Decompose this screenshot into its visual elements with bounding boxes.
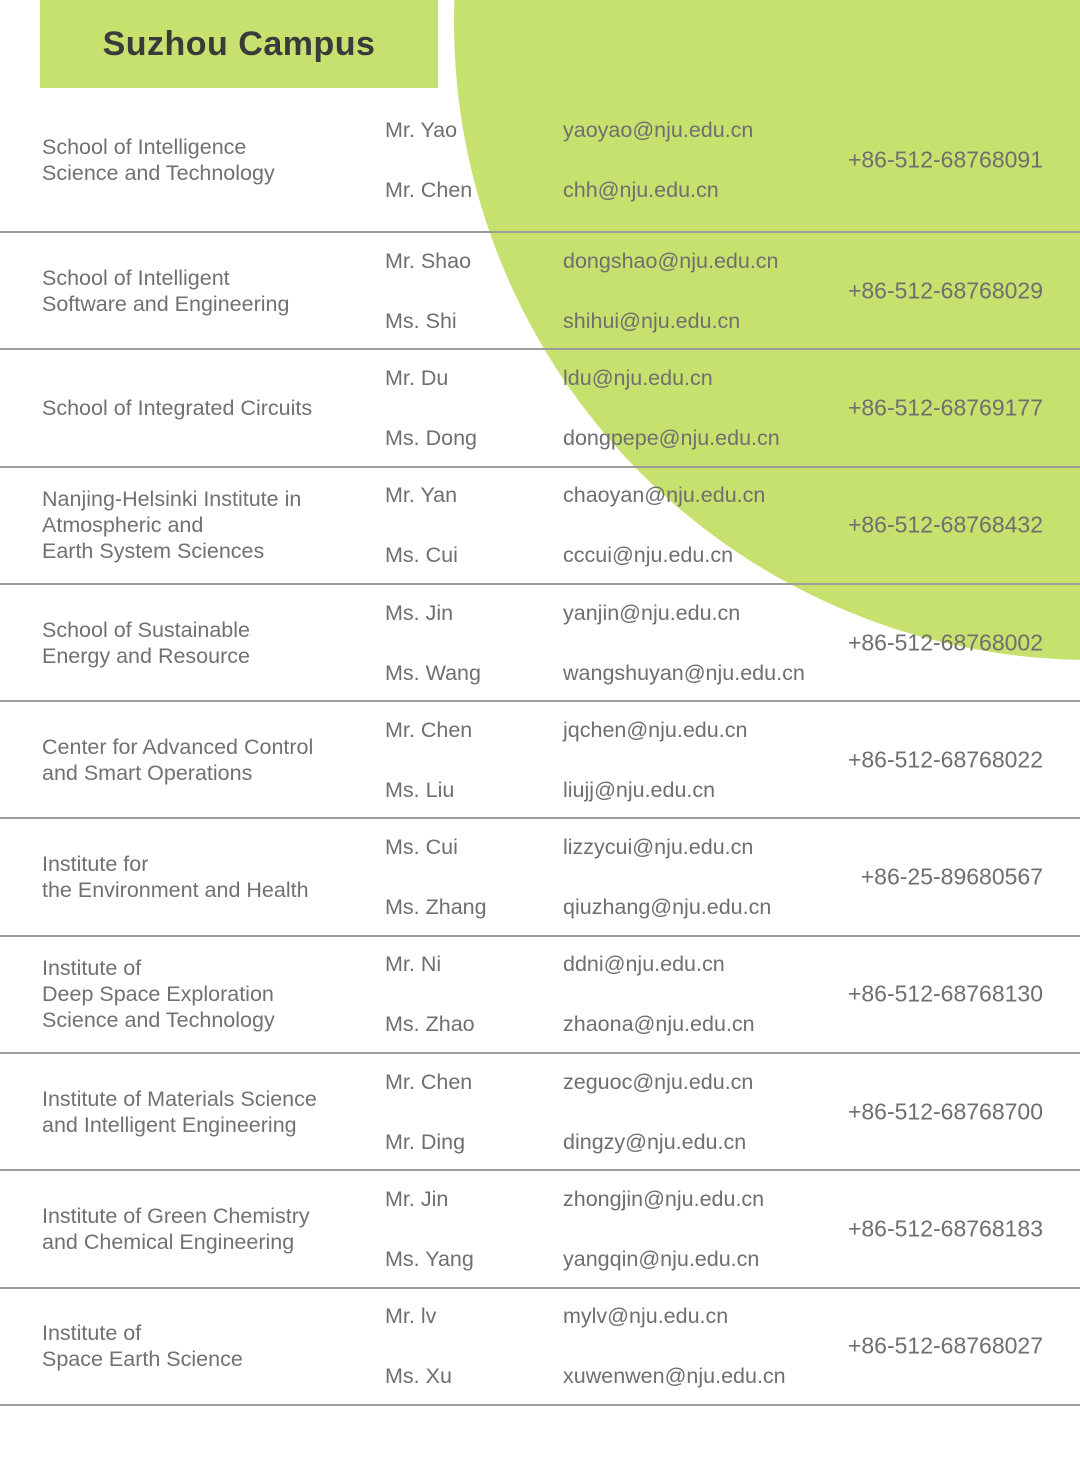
page-title: Suzhou Campus [102, 24, 376, 63]
institution-name-line: Science and Technology [42, 160, 275, 185]
contact-person-name: Mr. Du [385, 365, 449, 390]
contact-email: dongshao@nju.edu.cn [563, 248, 779, 273]
phone-number: +86-512-68768029 [847, 277, 1043, 304]
contact-person-name: Mr. Ding [385, 1129, 466, 1154]
contact-line [385, 835, 845, 859]
contact-person-name: Ms. Yang [385, 1247, 474, 1272]
institution-name-line: Institute of Materials Science [42, 1086, 317, 1111]
institution-name-line: School of Sustainable [42, 617, 250, 642]
contact-list [385, 1187, 845, 1271]
institution-name-line: Institute of [42, 956, 142, 981]
institution-name-line: Center for Advanced Control [42, 734, 314, 759]
contact-person-name: Mr. Jin [385, 1187, 449, 1212]
contact-email: chaoyan@nju.edu.cn [563, 483, 766, 508]
contact-person-name: Mr. Ni [385, 952, 442, 977]
table-row [0, 1054, 1080, 1171]
contact-line [385, 366, 845, 390]
contact-person-name: Mr. Yao [385, 117, 458, 142]
contact-line [385, 1070, 845, 1094]
institution-name-line: School of Integrated Circuits [42, 395, 313, 420]
contact-email: dingzy@nju.edu.cn [563, 1129, 747, 1154]
contact-person-name: Ms. Zhang [385, 895, 487, 920]
phone-number: +86-512-68768130 [847, 980, 1043, 1007]
contact-email: liujj@nju.edu.cn [563, 777, 716, 802]
contact-person-name: Mr. Shao [385, 248, 472, 273]
contact-email: jqchen@nju.edu.cn [563, 717, 748, 742]
contact-line [385, 249, 845, 273]
contact-list [385, 483, 845, 567]
contact-list [385, 118, 845, 202]
institution-name [42, 617, 385, 669]
contact-person-name: Ms. Shi [385, 308, 457, 333]
institution-name-line: the Environment and Health [42, 878, 309, 903]
contact-line [385, 661, 845, 685]
contact-line [385, 601, 845, 625]
contact-list [385, 1304, 845, 1388]
contact-email: yangqin@nju.edu.cn [563, 1247, 760, 1272]
contact-list [385, 249, 845, 333]
contact-person-name: Ms. Zhao [385, 1012, 475, 1037]
contact-line [385, 1130, 845, 1154]
institution-name [42, 1086, 385, 1138]
contact-line [385, 426, 845, 450]
contact-person-name: Ms. Liu [385, 777, 455, 802]
contact-email: lizzycui@nju.edu.cn [563, 835, 754, 860]
institution-name-line: School of Intelligence [42, 134, 247, 159]
contact-email: qiuzhang@nju.edu.cn [563, 895, 772, 920]
institution-name-line: Institute of Green Chemistry [42, 1204, 310, 1229]
institution-name [42, 486, 385, 564]
campus-header-banner [40, 0, 438, 88]
contact-email: zeguoc@nju.edu.cn [563, 1069, 754, 1094]
phone-number: +86-512-68768700 [847, 1098, 1043, 1125]
institution-name [42, 134, 385, 186]
institution-name-line: Nanjing-Helsinki Institute in [42, 487, 302, 512]
contact-list [385, 601, 845, 685]
table-row [0, 233, 1080, 350]
institution-name-line: Institute of [42, 1321, 142, 1346]
institution-name [42, 734, 385, 786]
table-row [0, 819, 1080, 936]
contact-line [385, 1187, 845, 1211]
contact-person-name: Ms. Jin [385, 600, 454, 625]
contact-email: ddni@nju.edu.cn [563, 952, 725, 977]
contact-line [385, 543, 845, 567]
contact-list [385, 366, 845, 450]
contact-line [385, 778, 845, 802]
institution-name-line: Institute for [42, 852, 149, 877]
phone-number: +86-512-68768002 [847, 629, 1043, 656]
contact-line [385, 1012, 845, 1036]
institution-name [42, 1320, 385, 1372]
contact-person-name: Mr. Yan [385, 483, 458, 508]
contact-email: ldu@nju.edu.cn [563, 365, 713, 390]
contact-email: xuwenwen@nju.edu.cn [563, 1364, 786, 1389]
contact-line [385, 1364, 845, 1388]
contact-line [385, 483, 845, 507]
contact-person-name: Mr. Chen [385, 717, 473, 742]
table-row [0, 585, 1080, 702]
contact-line [385, 895, 845, 919]
contact-line [385, 178, 845, 202]
institution-name-line: Energy and Resource [42, 643, 250, 668]
contact-person-name: Ms. Dong [385, 425, 478, 450]
contact-email: chh@nju.edu.cn [563, 177, 719, 202]
contact-email: yanjin@nju.edu.cn [563, 600, 741, 625]
table-row [0, 937, 1080, 1054]
institution-name-line: and Chemical Engineering [42, 1230, 295, 1255]
table-row [0, 702, 1080, 819]
table-row [0, 1289, 1080, 1406]
contact-table [0, 88, 1080, 1406]
contact-line [385, 1247, 845, 1271]
institution-name-line: Space Earth Science [42, 1347, 243, 1372]
contact-list [385, 835, 845, 919]
phone-number: +86-512-68768432 [847, 511, 1043, 538]
contact-line [385, 1304, 845, 1328]
contact-person-name: Mr. lv [385, 1304, 437, 1329]
institution-name [42, 955, 385, 1033]
institution-name-line: Earth System Sciences [42, 539, 265, 564]
institution-name [42, 265, 385, 317]
contact-email: shihui@nju.edu.cn [563, 308, 741, 333]
contact-email: cccui@nju.edu.cn [563, 543, 734, 568]
contact-person-name: Ms. Wang [385, 660, 481, 685]
table-row [0, 88, 1080, 233]
contact-person-name: Ms. Cui [385, 835, 458, 860]
phone-number: +86-512-68768022 [847, 746, 1043, 773]
contact-line [385, 309, 845, 333]
institution-name-line: Science and Technology [42, 1008, 275, 1033]
institution-name [42, 1203, 385, 1255]
phone-number: +86-512-68768027 [847, 1332, 1043, 1359]
institution-name-line: Software and Engineering [42, 291, 290, 316]
institution-name [42, 395, 385, 421]
contact-person-name: Mr. Chen [385, 1069, 473, 1094]
contact-email: yaoyao@nju.edu.cn [563, 117, 754, 142]
contact-list [385, 718, 845, 802]
phone-number: +86-512-68769177 [847, 394, 1043, 421]
contact-person-name: Ms. Xu [385, 1364, 452, 1389]
contact-person-name: Mr. Chen [385, 177, 473, 202]
phone-number: +86-512-68768183 [847, 1215, 1043, 1242]
contact-email: zhongjin@nju.edu.cn [563, 1187, 765, 1212]
institution-name-line: School of Intelligent [42, 265, 230, 290]
contact-email: wangshuyan@nju.edu.cn [563, 660, 805, 685]
contact-line [385, 952, 845, 976]
contact-email: dongpepe@nju.edu.cn [563, 425, 780, 450]
institution-name-line: and Smart Operations [42, 760, 253, 785]
phone-number: +86-512-68768091 [847, 146, 1043, 172]
table-row [0, 350, 1080, 467]
contact-line [385, 718, 845, 742]
phone-number: +86-25-89680567 [860, 863, 1043, 890]
contact-person-name: Ms. Cui [385, 543, 458, 568]
contact-list [385, 952, 845, 1036]
contact-email: zhaona@nju.edu.cn [563, 1012, 755, 1037]
institution-name [42, 851, 385, 903]
contact-email: mylv@nju.edu.cn [563, 1304, 729, 1329]
contact-line [385, 118, 845, 142]
table-row [0, 1171, 1080, 1288]
table-row [0, 468, 1080, 585]
institution-name-line: Deep Space Exploration [42, 982, 274, 1007]
institution-name-line: and Intelligent Engineering [42, 1112, 297, 1137]
contact-list [385, 1070, 845, 1154]
institution-name-line: Atmospheric and [42, 513, 204, 538]
